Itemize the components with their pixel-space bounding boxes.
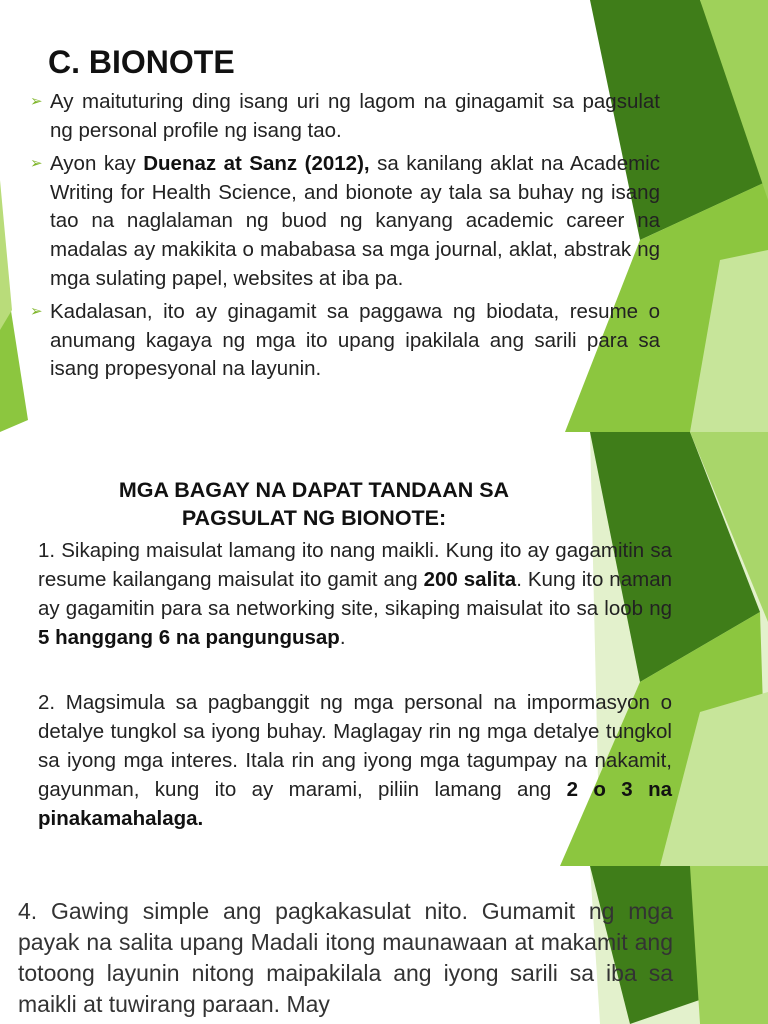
bullet-item (30, 150, 660, 293)
bullet-text: Ayon kay (50, 152, 144, 176)
arrow-right-icon: ➢ (30, 155, 43, 173)
guideline-item-1: 1. Sikaping maisulat lamang ito nang maikli. Kung ito ay gagamitin sa resume kailangang maisulat ito gamit ang 200 salita. Kung ito naman ay gagamitin para sa networking site, sikaping maisulat ito sa loob ng 5 hanggang 6 na pangungusap. (38, 539, 672, 649)
bullet-list (30, 88, 660, 389)
bullet-text: Kadalasan, ito ay ginagamit sa paggawa ng biodata, resume o anumang kagaya ng mga ito upang ipakilala ang sarili para sa isang propesyonal na layunin. (50, 300, 660, 381)
citation: Duenaz at Sanz (2012), (143, 152, 370, 176)
bullet-item (30, 298, 660, 384)
bullet-text: Ay maituturing ding isang uri ng lagom na ginagamit sa pagsulat ng personal profile ng isang tao. (50, 90, 660, 142)
bullet-item (30, 88, 660, 145)
bullet-text: sa kanilang aklat na Academic Writing for Health Science, and bionote ay tala sa buhay ng isang tao na naglalaman ng buod ng kanyang academic career na madalas ay makikita o mababasa sa mga journal, aklat, abstrak ng mga sulating papel, websites at iba pa. (50, 152, 660, 290)
guideline-item-4: 4. Gawing simple ang pagkakasulat nito. Gumamit ng mga payak na salita upang Madali itong maunawaan at makamit ang totoong layunin nitong maipakilala ang iyong sarili sa iba sa maikli at tuwirang paraan. May (18, 898, 673, 1017)
slide-title: C. BIONOTE (48, 44, 235, 80)
guideline-item-2: 2. Magsimula sa pagbanggit ng mga personal na impormasyon o detalye tungkol sa iyong buhay. Maglagay rin ng mga detalye tungkol sa iyong mga interes. Itala rin ang iyong mga tagumpay na nakamit, gayunman, kung ito ay marami, piliin lamang ang 2 o 3 na pinakamahalaga. (38, 691, 672, 830)
slide-1 (0, 0, 768, 432)
section-heading: MGA BAGAY NA DAPAT TANDAAN SA PAGSULAT NG BIONOTE: (118, 478, 510, 530)
arrow-right-icon: ➢ (30, 93, 43, 110)
arrow-right-icon: ➢ (30, 303, 43, 321)
